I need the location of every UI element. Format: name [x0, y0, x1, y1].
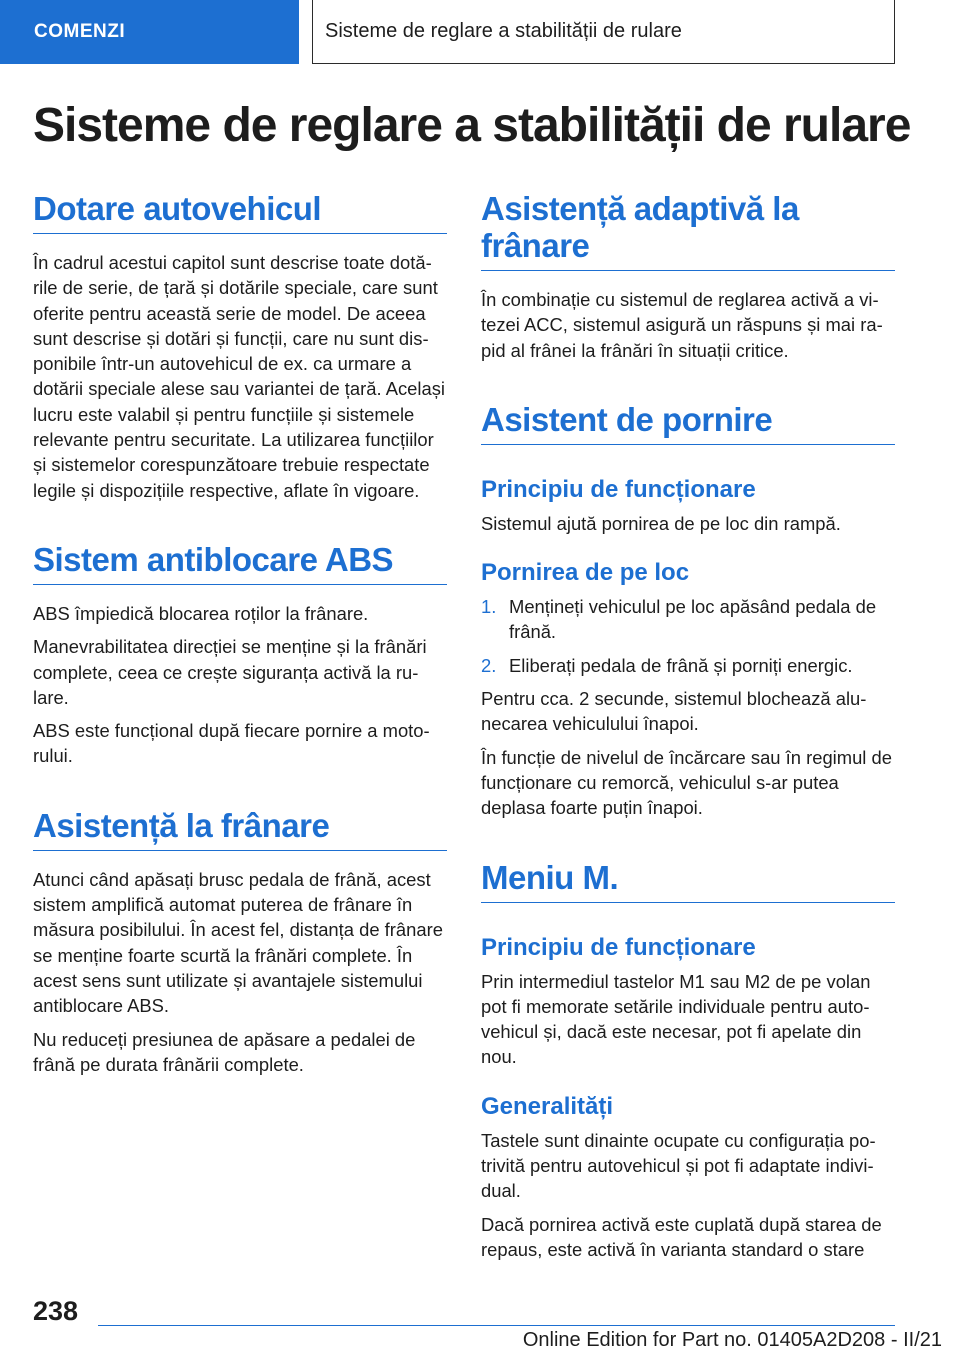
- footer-divider: [98, 1325, 895, 1326]
- heading-meniu-m: Meniu M.: [481, 859, 895, 903]
- subheading-pornirea-de-pe-loc: Pornirea de pe loc: [481, 559, 690, 587]
- page-title: Sisteme de reglare a stabilității de rulare: [33, 99, 911, 152]
- heading-dotare-autovehicul: Dotare autovehicul: [33, 190, 447, 234]
- principiu-pornire-paragraph: Sistemul ajută pornirea de pe loc din rampă.: [481, 512, 841, 534]
- abs-paragraph-3: ABS este funcțional după fiecare pornire a motorului.: [33, 720, 430, 767]
- principiu-meniu-m-paragraph: Prin intermediul tastelor M1 sau M2 de pe volan pot fi memorate setările individuale pentru autovehicul și, dacă este necesar, pot fi apelate din nou.: [481, 970, 871, 1068]
- heading-asistenta-adaptiva: Asistență adaptivă la frânare: [481, 190, 895, 271]
- list-item: [481, 594, 895, 645]
- page-number: 238: [33, 1296, 79, 1326]
- generalitati-paragraph-2: Dacă pornirea activă este cuplată după starea de repaus, este activă în varianta standard o stare: [481, 1213, 882, 1260]
- right-column: [481, 190, 895, 1270]
- steps-list: [481, 594, 895, 678]
- step-text: Eliberați pedala de frână și porniți energic.: [509, 654, 853, 676]
- asistenta-franare-paragraph-2: Nu reduceți presiunea de apăsare a pedalei de frână pe durata frânării complete.: [33, 1028, 416, 1075]
- subheading-generalitati: Generalități: [481, 1092, 614, 1120]
- step-number: 1.: [481, 596, 497, 618]
- abs-paragraph-2: Manevrabilitatea direcției se menține și la frânări complete, ceea ce crește siguranța activă la rulare.: [33, 636, 427, 708]
- subheading-principiu-pornire: Principiu de funcționare: [481, 475, 756, 503]
- step-text: Mențineți vehiculul pe loc apăsând pedala de frână.: [509, 596, 877, 643]
- section-tab: COMENZI: [0, 0, 299, 64]
- dotare-paragraph: În cadrul acestui capitol sunt descrise toate dotările de serie, de țară și dotările speciale, care sunt oferite pentru această serie de model. De aceea sunt descrise și dotări și funcții, care nu sunt disponibile într-un autovehicul de ex. ca urmare a dotării speciale alese sau variantei de țară. Același lucru este valabil și pentru funcțiile și sistemele relevante pentru securitate. La utilizarea funcțiilor și sistemelor corespunzătoare trebuie respectate legile și dispozițiile respective, aflate în vigoare.: [33, 252, 445, 501]
- heading-asistent-pornire: Asistent de pornire: [481, 401, 895, 445]
- pornire-paragraph-1: Pentru cca. 2 secunde, sistemul blochează alunecarea vehiculului înapoi.: [481, 688, 867, 735]
- left-column: [33, 190, 447, 1085]
- step-number: 2.: [481, 654, 497, 676]
- chapter-tab: Sisteme de reglare a stabilității de rulare: [312, 0, 895, 64]
- pornire-paragraph-2: În funcție de nivelul de încărcare sau în regimul de funcționare cu remorcă, vehiculul s-ar putea deplasa foarte puțin înapoi.: [481, 746, 892, 819]
- heading-abs: Sistem antiblocare ABS: [33, 541, 447, 585]
- asistenta-franare-paragraph-1: Atunci când apăsați brusc pedala de frână, acest sistem amplifică automat puterea de frânare în măsura posibilului. În acest fel, distanța de frânare se menține foarte scurtă la frânări complete. În acest sens sunt utilizate și avantajele sistemului antiblocare ABS.: [33, 868, 443, 1017]
- subheading-principiu-meniu-m: Principiu de funcționare: [481, 933, 756, 961]
- edition-footer: Online Edition for Part no. 01405A2D208 - II/21: [522, 1329, 942, 1351]
- generalitati-paragraph-1: Tastele sunt dinainte ocupate cu configurația potrivită pentru autovehicul și pot fi adaptate individual.: [481, 1129, 876, 1202]
- asistenta-adaptiva-paragraph: În combinație cu sistemul de reglarea activă a vitezei ACC, sistemul asigură un răspuns și mai rapid al frânei la frânări în situații critice.: [481, 289, 883, 361]
- list-item: [481, 653, 895, 678]
- heading-asistenta-franare: Asistență la frânare: [33, 807, 447, 851]
- abs-paragraph-1: ABS împiedică blocarea roților la frânare.: [33, 602, 369, 624]
